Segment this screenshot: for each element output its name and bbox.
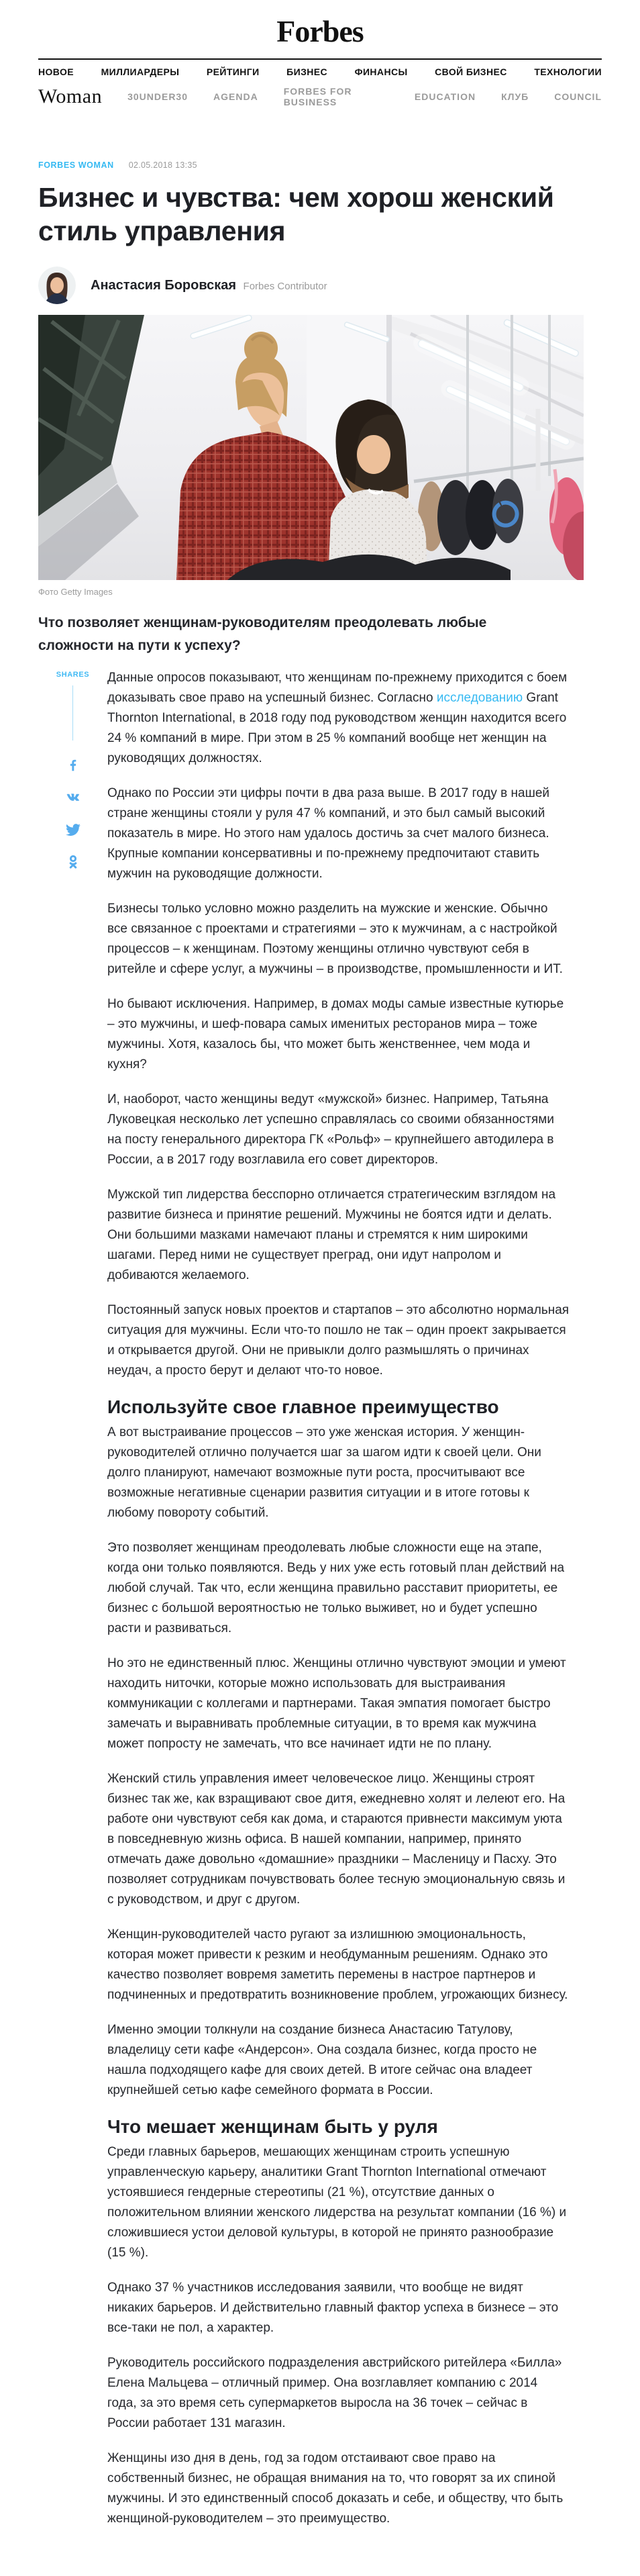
vk-icon[interactable] xyxy=(66,790,81,805)
subnav-item-agenda[interactable]: AGENDA xyxy=(213,91,258,102)
paragraph: А вот выстраивание процессов – это уже женская история. У женщин-руководителей отлично получается шаг за шагом идти к своей цели. Они долго планируют, намечают возможные пути роста, просчитывают все возможные негативные сценарии развития ситуации и в итоге готовы к любому повороту событий. xyxy=(107,1425,541,1520)
article-body xyxy=(107,668,570,2529)
paragraph: Именно эмоции толкнули на создание бизнеса Анастасию Татулову, владелицу сети кафе «Андерсон». Она создала бизнес, когда просто не нашла подходящего кафе для своих детей. В итоге сейчас она владеет крупнейшей сетью кафе семейного формата в России. xyxy=(107,2023,537,2097)
paragraph: Женский стиль управления имеет человеческое лицо. Женщины строят бизнес так же, как взращивают свое дитя, ежедневно холят и лелеют его. На работе они чувствуют себя как дома, и стараются привнести максимум уюта в повседневную жизнь офиса. В нашей компании, например, принято отмечать даже довольно «домашние» праздники – Масленицу и Пасху. Это позволяет сотрудникам почувствовать более тесную эмоциональную связь и с руководством, и друг с другом. xyxy=(107,1772,566,1907)
paragraph: Но это не единственный плюс. Женщины отлично чувствуют эмоции и умеют находить ниточки, которые можно использовать для выстраивания коммуникации с коллегами и партнерами. Такая эмпатия помогает быстро замечать и выравнивать проблемные ситуации, в то время как мужчина может попросту не замечать, что все начинает идти не по плану. xyxy=(107,1656,566,1751)
main-nav xyxy=(38,60,602,81)
author-portrait-icon xyxy=(38,267,76,304)
rubric-link[interactable]: FORBES WOMAN xyxy=(38,160,114,170)
author-name[interactable]: Анастасия Боровская xyxy=(91,277,237,293)
author-role: Forbes Contributor xyxy=(243,280,327,292)
article xyxy=(38,160,602,2529)
forbes-logo[interactable]: Forbes xyxy=(276,14,364,48)
shares-label: SHARES xyxy=(56,671,90,679)
twitter-icon[interactable] xyxy=(66,822,81,837)
page-title: Бизнес и чувства: чем хорош женский стиль управления xyxy=(38,182,554,246)
paragraph: Однако 37 % участников исследования заявили, что вообще не видят никаких барьеров. И действительно главный фактор успеха в бизнесе – это все-таки не пол, а характер. xyxy=(107,2281,559,2335)
paragraph-text: Grant Thornton International, в 2018 году под руководством женщин находится всего 24 % компаний в мире. При этом в 25 % компаний вообще нет женщин на руководящих должностях. xyxy=(107,691,567,765)
paragraph: Женщин-руководителей часто ругают за излишнюю эмоциональность, которая может привести к резким и необдуманным решениям. Однако это качество позволяет вовремя заметить перемены в настрое партнеров и подчиненных и предотвратить возникновение проблем, угрожающих бизнесу. xyxy=(107,1927,568,2002)
paragraph xyxy=(107,668,570,769)
article-grid xyxy=(38,668,602,2529)
nav-item-novoe[interactable]: НОВОЕ xyxy=(38,66,74,77)
subnav-item-education[interactable]: EDUCATION xyxy=(414,91,476,102)
nav-item-reitingi[interactable]: РЕЙТИНГИ xyxy=(206,66,260,77)
paragraph: И, наоборот, часто женщины ведут «мужской» бизнес. Например, Татьяна Луковецкая несколько лет успешно справлялась со своими обязанностями на посту генерального директора ГК «Рольф» – крупнейшего автодилера в России, а в 2017 году возглавила его совет директоров. xyxy=(107,1092,554,1167)
section-heading-barriers: Что мешает женщинам быть у руля xyxy=(107,2116,438,2137)
paragraph: Мужской тип лидерства бесспорно отличается стратегическим взглядом на развитие бизнеса и принятие решений. Мужчины не боятся идти и делать. Они большими мазками намечают планы и стремятся к ним широкими шагами. Перед ними не существует преград, они идут напролом и добиваются желаемого. xyxy=(107,1188,556,1282)
nav-item-tekhnologii[interactable]: ТЕХНОЛОГИИ xyxy=(534,66,602,77)
paragraph-text: Данные опросов показывают, что женщинам по-прежнему приходится с боем доказывать свое право на успешный бизнес. Согласно xyxy=(107,671,568,705)
woman-logo[interactable]: Woman xyxy=(38,85,103,107)
hero-photo-illustration xyxy=(38,315,584,580)
research-link[interactable]: исследованию xyxy=(436,691,523,705)
share-divider xyxy=(72,685,73,741)
paragraph: Но бывают исключения. Например, в домах моды самые известные кутюрье – это мужчины, и шеф-повара самых именитых ресторанов мира – тоже мужчины. Хотя, казалось бы, что может быть женственнее, чем мода и кухня? xyxy=(107,997,564,1071)
odnoklassniki-icon[interactable] xyxy=(66,855,80,871)
nav-item-biznes[interactable]: БИЗНЕС xyxy=(286,66,328,77)
paragraph: Однако по России эти цифры почти в два раза выше. В 2017 году в нашей стране женщины стояли у руля 47 % компаний, и это был самый высокий показатель в мире. Но этого нам удалось достичь за счет малого бизнеса. Крупные компании консервативны и по-прежнему предпочитают ставить мужчин на руководящие должности. xyxy=(107,786,550,881)
paragraph: Постоянный запуск новых проектов и стартапов – это абсолютно нормальная ситуация для мужчины. Если что-то пошло не так – один проект закрывается и открывается другой. Они не привыкли долго размышлять о причинах неудач, а просто берут и делают что-то новое. xyxy=(107,1303,570,1378)
photo-credit: Фото Getty Images xyxy=(38,587,113,597)
section-heading-advantage: Используйте свое главное преимущество xyxy=(107,1396,499,1417)
author-row xyxy=(38,267,602,304)
nav-item-svoi-biznes[interactable]: СВОЙ БИЗНЕС xyxy=(435,66,507,77)
subnav-item-council[interactable]: COUNCIL xyxy=(554,91,602,102)
paragraph: Бизнесы только условно можно разделить на мужские и женские. Обычно все связанное с проектами и стратегиями – это к мужчинам, а с настройкой процессов – к женщинам. Поэтому женщины отлично чувствуют себя в ритейле и сфере услуг, а мужчины – в производстве, промышленности и ИТ. xyxy=(107,902,563,976)
author-avatar xyxy=(38,267,76,304)
paragraph: Женщины изо дня в день, год за годом отстаивают свое право на собственный бизнес, не обращая внимания на то, что говорят за их спиной мужчины. И это единственный способ доказать и себе, и обществу, что быть женщиной-руководителем – это преимущество. xyxy=(107,2451,564,2526)
paragraph: Это позволяет женщинам преодолевать любые сложности еще на этапе, когда они только появляются. Ведь у них уже есть готовый план действий на любой случай. Так что, если женщина правильно расставит приоритеты, ее бизнес с большой вероятностью не только выживет, но и будет успешно расти и развиваться. xyxy=(107,1541,565,1635)
site-header xyxy=(38,9,602,113)
sub-nav xyxy=(38,81,602,113)
subnav-item-forbes-for-business[interactable]: FORBES FOR BUSINESS xyxy=(283,86,352,107)
subnav-item-klub[interactable]: КЛУБ xyxy=(501,91,529,102)
article-meta xyxy=(38,160,602,170)
paragraph: Среди главных барьеров, мешающих женщинам строить успешную управленческую карьеру, аналитики Grant Thornton International отмечают устоявшиеся гендерные стереотипы (21 %), отсутствие данных о положительном влиянии женского лидерства на результат компании (16 %) и сложившиеся устои деловой культуры, в которой не принято разнообразие (15 %). xyxy=(107,2145,567,2260)
standfirst: Что позволяет женщинам-руководителям преодолевать любые сложности на пути к успеху? xyxy=(38,615,487,653)
publish-date: 02.05.2018 13:35 xyxy=(128,160,197,170)
nav-item-milliardery[interactable]: МИЛЛИАРДЕРЫ xyxy=(101,66,180,77)
paragraph: Руководитель российского подразделения австрийского ритейлера «Билла» Елена Мальцева – отличный пример. Она возглавляет компанию с 2014 года, за это время сеть супермаркетов выросла на 36 точек – сейчас в России работает 131 магазин. xyxy=(107,2356,562,2430)
hero-image xyxy=(38,315,584,580)
nav-item-finansy[interactable]: ФИНАНСЫ xyxy=(354,66,408,77)
subnav-item-30under30[interactable]: 30UNDER30 xyxy=(127,91,189,102)
share-rail xyxy=(38,668,107,2529)
facebook-icon[interactable] xyxy=(66,758,81,773)
